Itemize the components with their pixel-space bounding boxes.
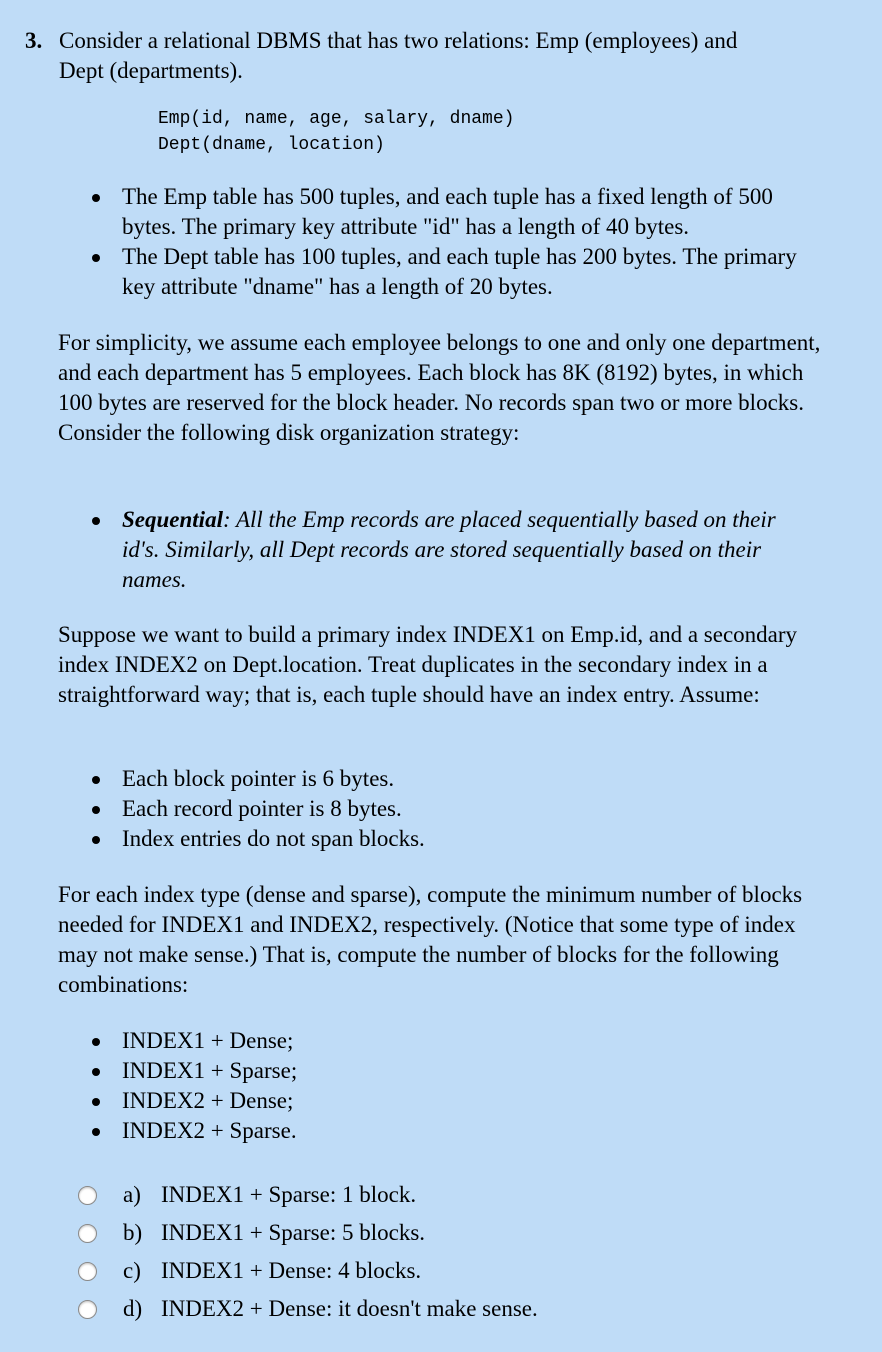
combinations-list [58,1026,818,1146]
question-header [25,26,845,86]
list-item: INDEX1 + Dense; [58,1026,818,1056]
strategy-name: Sequential [122,507,223,532]
option-text: INDEX1 + Sparse: 1 block. [161,1182,417,1207]
option-a[interactable] [78,1176,538,1214]
list-item: INDEX2 + Sparse. [58,1116,818,1146]
option-c[interactable] [78,1252,538,1290]
index-paragraph: Suppose we want to build a primary index INDEX1 on Emp.id, and a secondary index INDEX2 on Dept.location. Treat duplicates in the secondary index in a straightforward way; that is, each tuple should have an index entry. Assume: [58,622,798,707]
option-text: INDEX1 + Sparse: 5 blocks. [161,1220,426,1245]
option-b[interactable] [78,1214,538,1252]
question-title-line-2: Dept (departments). [59,58,243,83]
option-label: d) [123,1296,143,1321]
radio-button[interactable] [78,1300,97,1319]
strategy-list [58,505,818,595]
simplicity-paragraph: For simplicity, we assume each employee belongs to one and only one department, and each department has 5 employees. Each block has 8K (8192) bytes, in which 100 bytes are reserved for the block header. No records span two or more blocks. Consider the following disk organization strategy: [58,330,821,445]
list-item: The Dept table has 100 tuples, and each tuple has 200 bytes. The primary key attribute "dname" has a length of 20 bytes. [58,242,818,302]
list-item: Each block pointer is 6 bytes. [58,764,818,794]
option-text: INDEX2 + Dense: it doesn't make sense. [161,1296,538,1321]
compute-paragraph: For each index type (dense and sparse), compute the minimum number of blocks needed for INDEX1 and INDEX2, respectively. (Notice that some type of index may not make sense.) That is, compute the number of blocks for the following combinations: [58,882,803,997]
list-item: Index entries do not span blocks. [58,824,818,854]
list-item: INDEX2 + Dense; [58,1086,818,1116]
option-label: a) [123,1182,141,1207]
radio-button[interactable] [78,1262,97,1281]
strategy-text: : All the Emp records are placed sequentially based on their id's. Similarly, all Dept records are stored sequentially based on their names. [122,507,776,592]
schema-dept: Dept(dname, location) [158,135,385,155]
question-title-line-1: Consider a relational DBMS that has two relations: Emp (employees) and [59,28,738,53]
radio-button[interactable] [78,1186,97,1205]
list-item [58,505,818,595]
assumptions-list [58,764,818,854]
list-item: INDEX1 + Sparse; [58,1056,818,1086]
option-label: b) [123,1220,143,1245]
question-number: 3. [25,28,43,53]
option-label: c) [123,1258,141,1283]
option-d[interactable] [78,1290,538,1328]
list-item: Each record pointer is 8 bytes. [58,794,818,824]
schema-code-block [158,106,514,158]
radio-button[interactable] [78,1224,97,1243]
list-item: The Emp table has 500 tuples, and each tuple has a fixed length of 500 bytes. The primary key attribute "id" has a length of 40 bytes. [58,182,818,242]
option-text: INDEX1 + Dense: 4 blocks. [161,1258,422,1283]
answer-options [78,1176,538,1328]
table-facts-list [58,182,818,302]
schema-emp: Emp(id, name, age, salary, dname) [158,109,515,129]
